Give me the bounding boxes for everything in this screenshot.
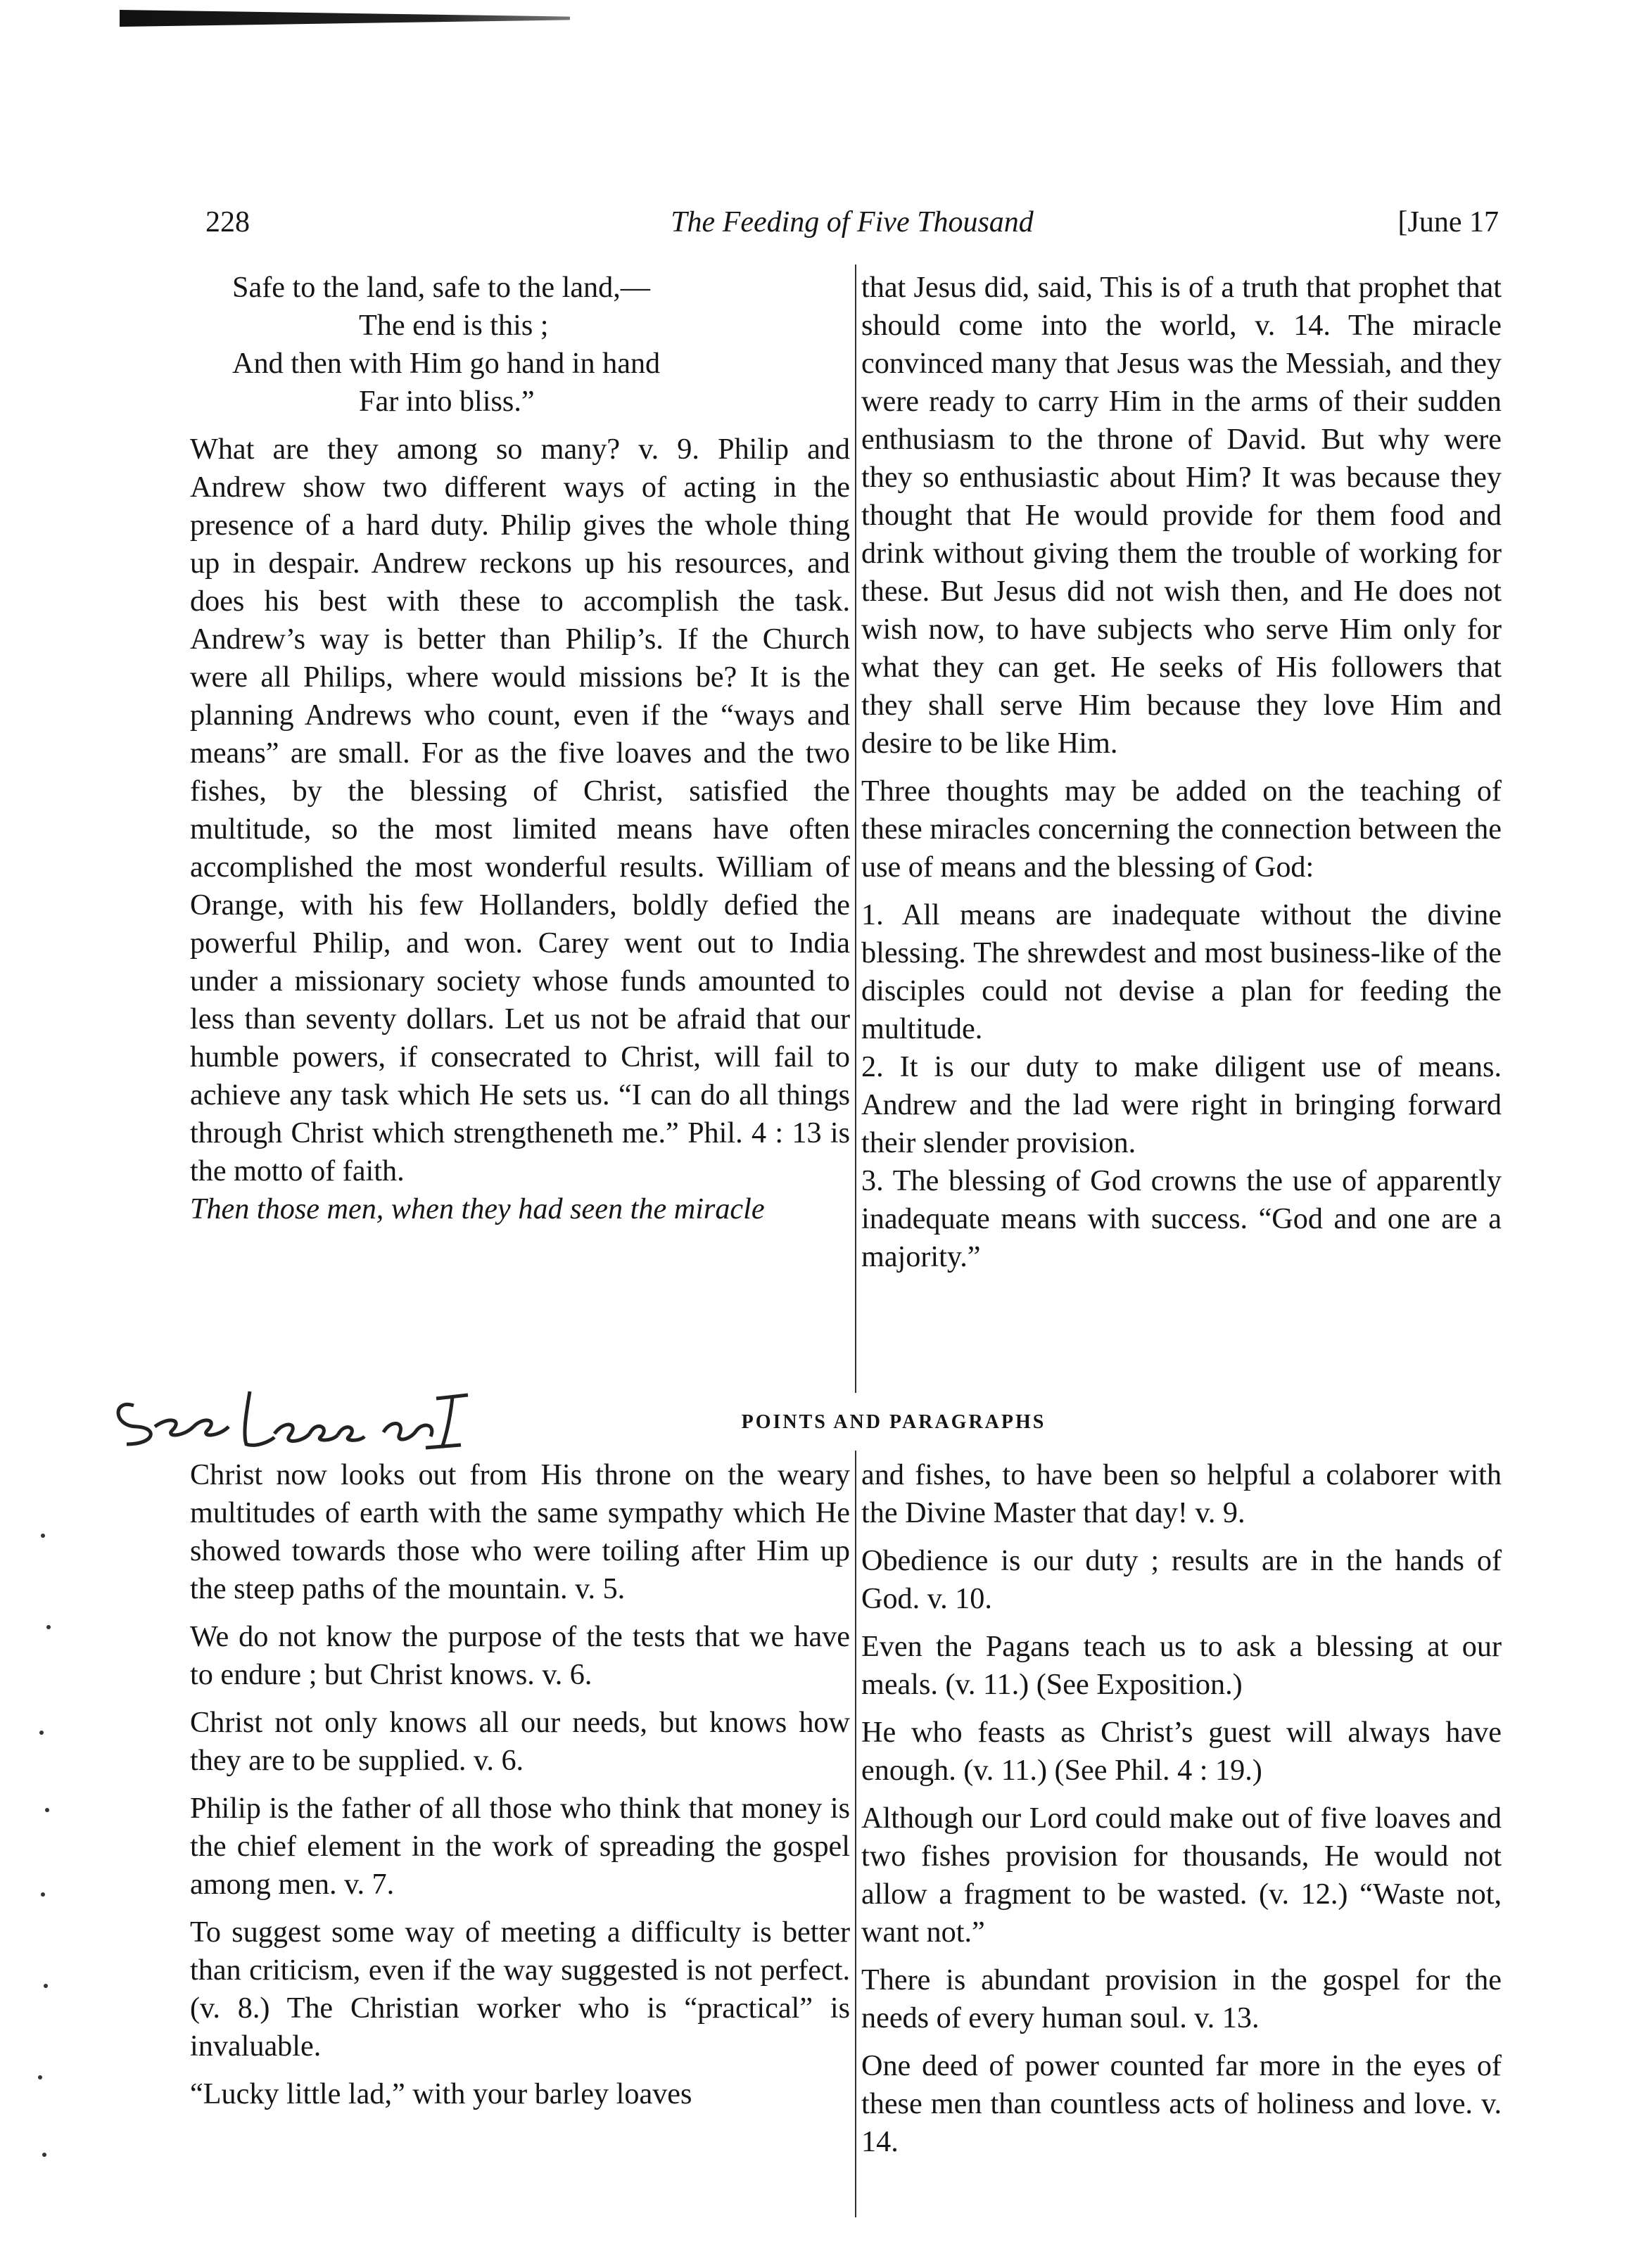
paragraph: Christ not only knows all our needs, but knows how they are to be supplied. v. 6.	[190, 1706, 850, 1777]
paragraph: One deed of power counted far more in the eyes of these men than countless acts of holiness and love. v. 14.	[861, 2049, 1502, 2158]
paragraph: He who feasts as Christ’s guest will always have enough. (v. 11.) (See Phil. 4 : 19.)	[861, 1716, 1502, 1787]
list-item: 3. The blessing of God crowns the use of apparently inadequate means with success. “God and one are a majority.”	[861, 1164, 1502, 1273]
paragraph: that Jesus did, said, This is of a truth that prophet that should come into the world, v. 14. The miracle convinced many that Jesus was the Messiah, and they were ready to carry Him in the arms of their sudden enthusiasm to the throne of David. But why were they so enthusiastic about Him? It was because they thought that He would provide for them food and drink without giving them the trouble of working for these. But Jesus did not wish then, and He does not wish now, to have subjects who serve Him only for what they can get. He seeks of His followers that they shall serve Him because they love Him and desire to be like Him.	[861, 271, 1502, 760]
issue-date: [June 17	[1397, 206, 1499, 238]
column-left-top	[190, 269, 850, 1228]
paragraph: We do not know the purpose of the tests that we have to endure ; but Christ knows. v. 6.	[190, 1620, 850, 1691]
paragraph: There is abundant provision in the gospel for the needs of every human soul. v. 13.	[861, 1963, 1502, 2034]
list-item: 1. All means are inadequate without the divine blessing. The shrewdest and most business-like of the disciples could not devise a plan for feeding the multitude.	[861, 898, 1502, 1045]
paragraph: Three thoughts may be added on the teaching of these miracles concerning the connection between the use of means and the blessing of God:	[861, 775, 1502, 884]
scan-edge-artifact	[120, 10, 570, 27]
column-divider	[855, 1451, 856, 2217]
column-right-top	[861, 269, 1502, 1276]
poem-stanza	[190, 269, 850, 421]
page-header	[205, 205, 1499, 248]
paragraph: To suggest some way of meeting a difficulty is better than criticism, even if the way suggested is not perfect. (v. 8.) The Christian worker who is “practical” is invaluable.	[190, 1916, 850, 2063]
column-right-bottom	[861, 1456, 1502, 2161]
paragraph: Although our Lord could make out of five loaves and two fishes provision for thousands, He would not allow a fragment to be wasted. (v. 12.) “Waste not, want not.”	[861, 1802, 1502, 1949]
paragraph: What are they among so many? v. 9. Philip and Andrew show two different ways of acting in the presence of a hard duty. Philip gives the whole thing up in despair. Andrew reckons up his resources, and does his best with these to accomplish the task. Andrew’s way is better than Philip’s. If the Church were all Philips, where would missions be? It is the planning Andrews who count, even if the “ways and means” are small. For as the five loaves and the two fishes, by the blessing of Christ, satisfied the multitude, so the most limited means have often accomplished the most wonderful results. William of Orange, with his few Hollanders, boldly defied the powerful Philip, and won. Carey went out to India under a missionary society whose funds amounted to less than seventy dollars. Let us not be afraid that our humble powers, if consecrated to Christ, will fail to achieve any task which He sets us. “I can do all things through Christ which strengtheneth me.” Phil. 4 : 13 is the motto of faith.	[190, 433, 850, 1187]
poem-line: Safe to the land, safe to the land,—	[232, 271, 650, 304]
poem-line: Far into bliss.”	[359, 385, 535, 418]
margin-scan-marks	[13, 1477, 76, 2251]
paragraph: Even the Pagans teach us to ask a blessing at our meals. (v. 11.) (See Exposition.)	[861, 1630, 1502, 1701]
column-divider	[855, 265, 856, 1393]
paragraph: and fishes, to have been so helpful a colaborer with the Divine Master that day! v. 9.	[861, 1458, 1502, 1529]
paragraph: Obedience is our duty ; results are in the hands of God. v. 10.	[861, 1544, 1502, 1615]
handwritten-note	[106, 1377, 471, 1455]
list-item: 2. It is our duty to make diligent use of means. Andrew and the lad were right in bringing forward their slender provision.	[861, 1050, 1502, 1159]
paragraph: Christ now looks out from His throne on the weary multitudes of earth with the same sympathy which He showed towards those who were toiling after Him up the steep paths of the mountain. v. 5.	[190, 1458, 850, 1605]
paragraph: “Lucky little lad,” with your barley loaves	[190, 2077, 692, 2110]
section-heading: POINTS AND PARAGRAPHS	[741, 1411, 1046, 1433]
page-number: 228	[205, 206, 250, 238]
poem-line: The end is this ;	[359, 309, 549, 342]
paragraph: Philip is the father of all those who think that money is the chief element in the work of spreading the gospel among men. v. 7.	[190, 1792, 850, 1901]
poem-line: And then with Him go hand in hand	[232, 347, 661, 380]
running-title: The Feeding of Five Thousand	[671, 206, 1034, 238]
column-left-bottom	[190, 1456, 850, 2113]
paragraph: Then those men, when they had seen the miracle	[190, 1192, 765, 1225]
